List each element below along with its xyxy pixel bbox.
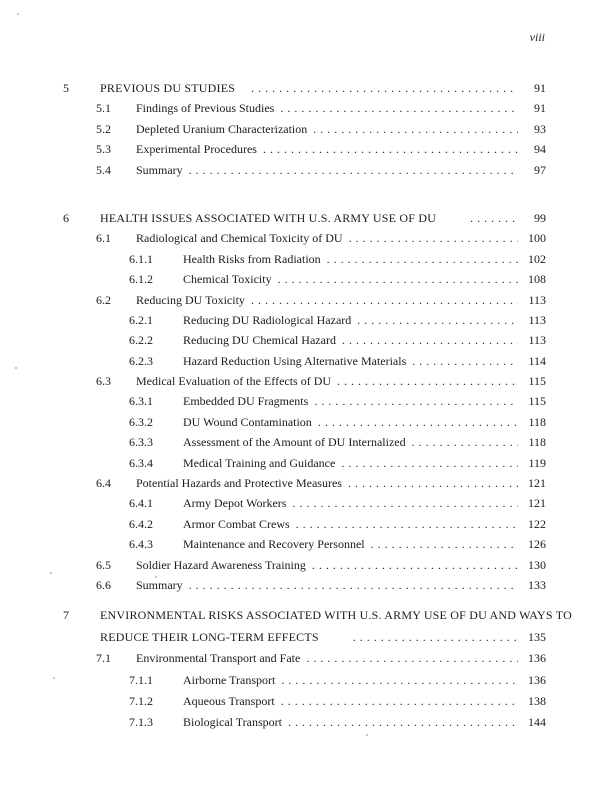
- toc-entry-label: Airborne Transport: [183, 672, 276, 687]
- toc-entry: [63, 228, 546, 248]
- dot-leader: [251, 293, 518, 306]
- toc-entry: [63, 575, 546, 595]
- toc-entry-label: Aqueous Transport: [183, 693, 275, 708]
- toc-entry-page-number: 115: [528, 394, 546, 409]
- toc-entry: [63, 98, 546, 118]
- toc-entry: [63, 432, 546, 452]
- toc-entry: [63, 555, 546, 575]
- dot-leader: [341, 456, 518, 469]
- table-of-contents: [63, 78, 572, 734]
- toc-entry-number: 7.1.1: [129, 672, 153, 687]
- toc-entry: [63, 493, 546, 513]
- toc-entry: [63, 330, 546, 350]
- dot-leader: [296, 517, 518, 530]
- toc-entry-number: 6.3.3: [129, 435, 153, 450]
- toc-entry-number: 7.1: [96, 651, 111, 666]
- toc-section-number: 6: [63, 210, 69, 225]
- toc-entry-label: Reducing DU Radiological Hazard: [183, 312, 352, 327]
- toc-entry: [63, 119, 546, 139]
- scan-speck-artifact: [155, 576, 157, 578]
- toc-entry-label: Health Risks from Radiation: [183, 251, 321, 266]
- dot-leader: [349, 231, 518, 244]
- toc-entry: [63, 514, 546, 534]
- dot-leader: [412, 435, 518, 448]
- toc-entry-label: Potential Hazards and Protective Measures: [136, 476, 342, 491]
- toc-section-number: 5: [63, 81, 69, 95]
- dot-leader: [342, 333, 518, 346]
- dot-leader: [314, 394, 518, 407]
- dot-leader: [318, 415, 518, 428]
- toc-entry-page-number: 122: [528, 516, 546, 531]
- toc-entry-page-number: 136: [528, 651, 546, 666]
- toc-entry: [63, 412, 546, 432]
- toc-entry-number: 6.1: [96, 231, 111, 246]
- toc-entry-page-number: 118: [528, 414, 546, 429]
- toc-entry-number: 6.2: [96, 292, 111, 307]
- dot-leader: [312, 558, 518, 571]
- toc-section-title-line2: REDUCE THEIR LONG-TERM EFFECTS: [100, 629, 319, 644]
- toc-entry: [63, 648, 546, 669]
- dot-leader: [292, 496, 518, 509]
- dot-leader: [412, 354, 518, 367]
- toc-section-title-line1: ENVIRONMENTAL RISKS ASSOCIATED WITH U.S. ARMY USE OF DU AND WAYS TO: [100, 608, 572, 623]
- toc-entry-label: Reducing DU Chemical Hazard: [183, 333, 336, 348]
- dot-leader: [278, 272, 518, 285]
- toc-entry-page-number: 118: [528, 435, 546, 450]
- toc-entry-label: Hazard Reduction Using Alternative Materials: [183, 353, 407, 368]
- scan-speck-artifact: [50, 572, 52, 574]
- toc-entry-label: Depleted Uranium Characterization: [136, 121, 308, 136]
- toc-entry-number: 6.1.1: [129, 251, 153, 266]
- toc-entry-page-number: 136: [528, 672, 546, 687]
- toc-entry-label: Findings of Previous Studies: [136, 101, 275, 116]
- toc-entry-page-number: 114: [528, 353, 546, 368]
- dot-leader: [263, 142, 518, 155]
- toc-entry: [63, 391, 546, 411]
- toc-entry: [63, 249, 546, 269]
- toc-entry-page-number: 126: [528, 537, 546, 552]
- toc-entry-number: 6.3: [96, 374, 111, 389]
- toc-entry: [63, 712, 546, 733]
- toc-entry-number: 6.2.2: [129, 333, 153, 348]
- toc-entry: [63, 310, 546, 330]
- toc-entry-page-number: 133: [528, 577, 546, 592]
- toc-entry: [63, 290, 546, 310]
- toc-entry: [63, 691, 546, 712]
- toc-entry: [63, 160, 546, 180]
- scan-speck-artifact: [17, 13, 19, 15]
- toc-entry-page-number: 119: [528, 455, 546, 470]
- toc-entry-label: DU Wound Contamination: [183, 414, 312, 429]
- toc-section-6: [63, 208, 546, 595]
- toc-entry: [63, 269, 546, 289]
- toc-entry-number: 6.4.1: [129, 496, 153, 511]
- toc-entry-number: 6.2.3: [129, 353, 153, 368]
- toc-section-title: PREVIOUS DU STUDIES: [100, 81, 236, 95]
- toc-entry-number: 6.1.2: [129, 272, 153, 287]
- toc-section-title: HEALTH ISSUES ASSOCIATED WITH U.S. ARMY USE OF DU: [100, 210, 437, 225]
- toc-entry: [63, 670, 546, 691]
- toc-entry-page-number: 113: [528, 333, 546, 348]
- page-number-folio: viii: [529, 30, 545, 44]
- toc-section-heading-continued: [63, 627, 546, 648]
- scan-speck-artifact: [15, 367, 17, 369]
- dot-leader: [371, 537, 518, 550]
- toc-entry-page-number: 144: [528, 715, 546, 730]
- toc-entry-number: 6.4.2: [129, 516, 153, 531]
- dot-leader: [189, 163, 518, 176]
- toc-entry-label: Biological Transport: [183, 715, 283, 730]
- toc-entry-number: 5.3: [96, 142, 111, 157]
- toc-entry-label: Medical Training and Guidance: [183, 455, 336, 470]
- toc-entry-page-number: 97: [534, 162, 546, 177]
- toc-section-number: 7: [63, 608, 69, 623]
- toc-entry: [63, 371, 546, 391]
- toc-entry-label: Radiological and Chemical Toxicity of DU: [136, 231, 343, 246]
- toc-entry-label: Embedded DU Fragments: [183, 394, 309, 409]
- toc-entry: [63, 473, 546, 493]
- toc-section-page-number: 99: [534, 210, 546, 225]
- toc-entry-page-number: 121: [528, 496, 546, 511]
- toc-section-7: [63, 605, 572, 733]
- toc-entry: [63, 351, 546, 371]
- toc-entry-page-number: 113: [528, 292, 546, 307]
- toc-entry-page-number: 113: [528, 312, 546, 327]
- toc-entry-label: Environmental Transport and Fate: [136, 651, 301, 666]
- dot-leader: [281, 673, 518, 686]
- toc-entry-number: 5.1: [96, 101, 111, 116]
- toc-entry-label: Summary: [136, 162, 183, 177]
- toc-entry-number: 5.2: [96, 121, 111, 136]
- dot-leader: [281, 694, 518, 707]
- toc-entry-label: Reducing DU Toxicity: [136, 292, 245, 307]
- dot-leader: [327, 252, 518, 265]
- dot-leader: [306, 651, 518, 664]
- scan-speck-artifact: [366, 734, 368, 736]
- toc-entry-label: Maintenance and Recovery Personnel: [183, 537, 365, 552]
- toc-entry-page-number: 115: [528, 374, 546, 389]
- toc-entry-number: 6.3.2: [129, 414, 153, 429]
- toc-entry: [63, 139, 546, 159]
- dot-leader: [337, 374, 518, 387]
- toc-section-heading: [63, 78, 546, 98]
- toc-entry-label: Soldier Hazard Awareness Training: [136, 557, 306, 572]
- dot-leader: [189, 578, 518, 591]
- toc-entry-label: Armor Combat Crews: [183, 516, 290, 531]
- dot-leader: [280, 101, 518, 114]
- dot-leader: [357, 313, 518, 326]
- toc-entry-page-number: 130: [528, 557, 546, 572]
- toc-entry-label: Medical Evaluation of the Effects of DU: [136, 374, 332, 389]
- toc-entry: [63, 534, 546, 554]
- toc-entry-number: 7.1.3: [129, 715, 153, 730]
- dot-leader: [288, 715, 518, 728]
- toc-entry-number: 7.1.2: [129, 693, 153, 708]
- toc-entry-page-number: 108: [528, 272, 546, 287]
- toc-entry-number: 6.6: [96, 577, 111, 592]
- toc-entry-label: Assessment of the Amount of DU Internalized: [183, 435, 406, 450]
- scan-speck-artifact: [53, 677, 55, 679]
- toc-entry-page-number: 121: [528, 476, 546, 491]
- toc-section-page-number: 135: [528, 629, 546, 644]
- toc-entry-number: 6.2.1: [129, 312, 153, 327]
- toc-section-heading: [63, 605, 572, 626]
- toc-entry: [63, 453, 546, 473]
- toc-entry-number: 6.4.3: [129, 537, 153, 552]
- toc-entry-page-number: 91: [534, 101, 546, 116]
- toc-entry-number: 6.3.4: [129, 455, 153, 470]
- toc-entry-page-number: 93: [534, 121, 546, 136]
- toc-entry-label: Chemical Toxicity: [183, 272, 272, 287]
- toc-entry-number: 6.5: [96, 557, 111, 572]
- toc-section-5: [63, 78, 546, 180]
- toc-section-heading: [63, 208, 546, 228]
- dot-leader: [353, 630, 518, 643]
- toc-entry-page-number: 100: [528, 231, 546, 246]
- toc-entry-page-number: 94: [534, 142, 546, 157]
- dot-leader: [313, 122, 518, 135]
- toc-entry-number: 6.3.1: [129, 394, 153, 409]
- toc-entry-label: Experimental Procedures: [136, 142, 257, 157]
- toc-entry-label: Summary: [136, 577, 183, 592]
- dot-leader: [348, 476, 518, 489]
- toc-entry-number: 6.4: [96, 476, 111, 491]
- toc-entry-page-number: 102: [528, 251, 546, 266]
- dot-leader: [470, 211, 518, 224]
- toc-entry-label: Army Depot Workers: [183, 496, 287, 511]
- dot-leader: [251, 81, 518, 94]
- toc-entry-page-number: 138: [528, 693, 546, 708]
- toc-section-page-number: 91: [534, 81, 546, 95]
- toc-entry-number: 5.4: [96, 162, 111, 177]
